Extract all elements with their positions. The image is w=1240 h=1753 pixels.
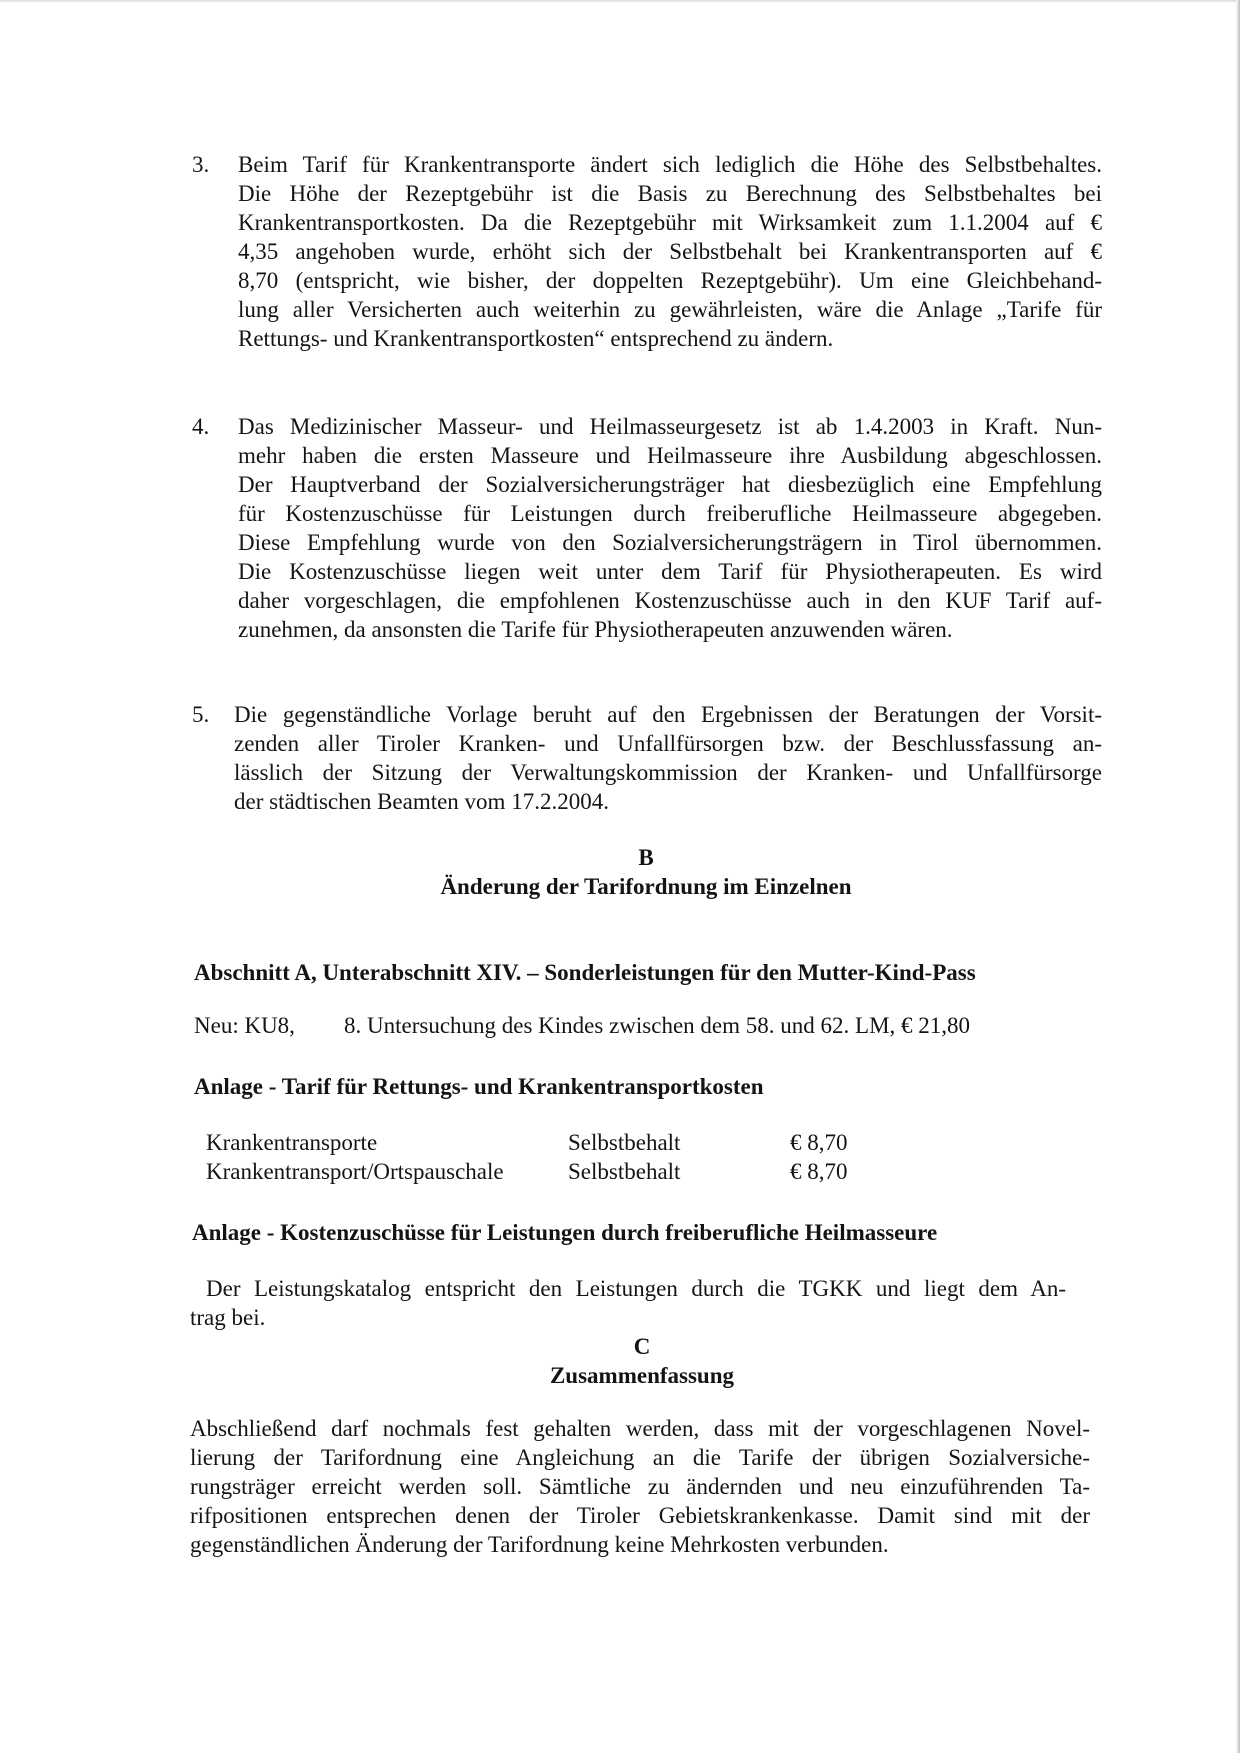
abschnitt-a-heading: Abschnitt A, Unterabschnitt XIV. – Sonderleistungen für den Mutter-Kind-Pass	[194, 960, 976, 985]
text-line: Diese Empfehlung wurde von den Sozialversicherungsträgern in Tirol übernommen.	[238, 530, 1102, 555]
text-line: rifpositionen entsprechen denen der Tiroler Gebietskrankenkasse. Damit sind mit der	[190, 1503, 1090, 1528]
text-line: trag bei.	[190, 1305, 266, 1330]
text-line: daher vorgeschlagen, die empfohlenen Kostenzuschüsse auch in den KUF Tarif auf-	[238, 588, 1102, 613]
list-item-3	[192, 150, 1102, 353]
text-line: Beim Tarif für Krankentransporte ändert sich lediglich die Höhe des Selbstbehaltes.	[238, 152, 1102, 177]
neu-label: Neu: KU8,	[194, 1013, 295, 1038]
text-line: rungsträger erreicht werden soll. Sämtliche zu ändernden und neu einzuführenden Ta-	[190, 1474, 1090, 1499]
summary-paragraph	[190, 1414, 1090, 1559]
text-line: Die Kostenzuschüsse liegen weit unter dem Tarif für Physiotherapeuten. Es wird	[238, 559, 1102, 584]
list-item-number: 5.	[192, 702, 210, 727]
text-line: Die Höhe der Rezeptgebühr ist die Basis zu Berechnung des Selbstbehaltes bei	[238, 181, 1102, 206]
text-line: mehr haben die ersten Masseure und Heilmasseure ihre Ausbildung abgeschlossen.	[238, 443, 1102, 468]
anlage-heilmasseure-heading: Anlage - Kostenzuschüsse für Leistungen durch freiberufliche Heilmasseure	[192, 1220, 938, 1245]
text-line: Der Hauptverband der Sozialversicherungsträger hat diesbezüglich eine Empfehlung	[238, 472, 1102, 497]
text-line: zunehmen, da ansonsten die Tarife für Physiotherapeuten anzuwenden wären.	[238, 617, 953, 642]
text-line: lierung der Tarifordnung eine Angleichung an die Tarife der übrigen Sozialversiche-	[190, 1445, 1090, 1470]
section-c-title: Zusammenfassung	[549, 1363, 735, 1388]
text-line: gegenständlichen Änderung der Tarifordnung keine Mehrkosten verbunden.	[190, 1532, 889, 1557]
list-item-number: 4.	[192, 414, 210, 439]
text-line: lässlich der Sitzung der Verwaltungskommission der Kranken- und Unfallfürsorge	[234, 760, 1102, 785]
scan-edge-top	[0, 0, 1240, 3]
table-cell-name: Krankentransporte	[206, 1130, 378, 1155]
list-item-text	[238, 412, 1102, 644]
text-line: Rettungs- und Krankentransportkosten“ entsprechend zu ändern.	[238, 326, 834, 351]
anlage-rettung-heading: Anlage - Tarif für Rettungs- und Krankentransportkosten	[194, 1074, 764, 1099]
table-cell-amount: € 8,70	[790, 1159, 848, 1184]
table-cell-amount: € 8,70	[790, 1130, 848, 1155]
list-item-text	[234, 700, 1102, 816]
section-b-title: Änderung der Tarifordnung im Einzelnen	[440, 874, 852, 899]
text-line: zenden aller Tiroler Kranken- und Unfallfürsorgen bzw. der Beschlussfassung an-	[234, 731, 1102, 756]
table-cell-type: Selbstbehalt	[568, 1159, 681, 1184]
text-line: Abschließend darf nochmals fest gehalten werden, dass mit der vorgeschlagenen Novel-	[190, 1416, 1090, 1441]
list-item-number: 3.	[192, 152, 210, 177]
text-line: Der Leistungskatalog entspricht den Leistungen durch die TGKK und liegt dem An-	[206, 1276, 1066, 1301]
anlage-heilmasseure-text	[190, 1274, 1066, 1332]
text-line: 8,70 (entspricht, wie bisher, der doppelten Rezeptgebühr). Um eine Gleichbehand-	[238, 268, 1102, 293]
text-line: der städtischen Beamten vom 17.2.2004.	[234, 789, 609, 814]
text-line: Krankentransportkosten. Da die Rezeptgebühr mit Wirksamkeit zum 1.1.2004 auf €	[238, 210, 1102, 235]
table-cell-name: Krankentransport/Ortspauschale	[206, 1159, 504, 1184]
text-line: Die gegenständliche Vorlage beruht auf den Ergebnissen der Beratungen der Vorsit-	[234, 702, 1102, 727]
text-line: Das Medizinischer Masseur- und Heilmasseurgesetz ist ab 1.4.2003 in Kraft. Nun-	[238, 414, 1102, 439]
text-line: lung aller Versicherten auch weiterhin zu gewährleisten, wäre die Anlage „Tarife für	[238, 297, 1102, 322]
text-line: für Kostenzuschüsse für Leistungen durch freiberufliche Heilmasseure abgegeben.	[238, 501, 1102, 526]
list-item-text	[238, 150, 1102, 353]
section-b-letter: B	[638, 845, 654, 870]
table-cell-type: Selbstbehalt	[568, 1130, 681, 1155]
list-item-5	[192, 700, 1102, 816]
section-c-letter: C	[633, 1334, 651, 1359]
neu-text: 8. Untersuchung des Kindes zwischen dem 58. und 62. LM, € 21,80	[344, 1013, 971, 1038]
text-line: 4,35 angehoben wurde, erhöht sich der Selbstbehalt bei Krankentransporten auf €	[238, 239, 1102, 264]
list-item-4	[192, 412, 1102, 644]
